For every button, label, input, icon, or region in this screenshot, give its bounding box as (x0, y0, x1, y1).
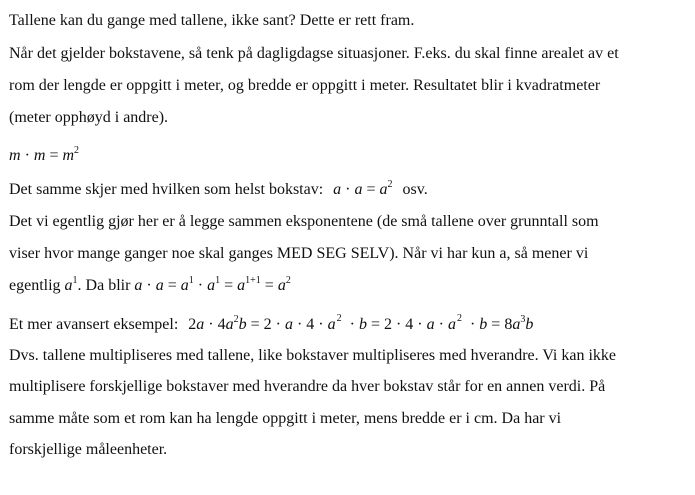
formula-a: a (207, 277, 216, 294)
formula-exp: 2 (74, 144, 80, 156)
line-eksempel-text: Et mer avansert eksempel: (9, 316, 179, 333)
formula-eq: = (49, 147, 59, 164)
line-1: Tallene kan du gange med tallene, ikke sant? Dette er rett fram. (9, 12, 415, 29)
formula-dot: · (345, 181, 351, 198)
line-3: rom der lengde er oppgitt i meter, og bredde er oppgitt i meter. Resultatet blir i kvadratmeter (9, 77, 601, 94)
formula-dot: · (24, 147, 30, 164)
formula-a3: a (379, 181, 388, 198)
formula-eq: = (370, 316, 380, 333)
line-samme-text: Det samme skjer med hvilken som helst bokstav: (9, 181, 324, 198)
formula-a: a (237, 277, 246, 294)
formula-base-a: m (9, 147, 21, 164)
formula-eq: = (250, 316, 260, 333)
formula-a: a (512, 316, 521, 333)
line-8: viser hvor mange ganger noe skal ganges MED SEG SELV). Når vi har kun a, så mener vi (9, 245, 589, 262)
formula-a: a (155, 277, 164, 294)
formula-num: 8 (504, 316, 513, 333)
formula-dot: · (349, 316, 355, 333)
formula-dot: · (275, 316, 281, 333)
formula-a: a (447, 316, 456, 333)
formula-eq: = (264, 277, 274, 294)
formula-a2: a (354, 181, 363, 198)
formula-dot: · (296, 316, 303, 333)
line-2: Når det gjelder bokstavene, så tenk på dagligdagse situasjoner. F.eks. du skal finne arealet av et (9, 45, 619, 62)
formula-eq: = (366, 181, 376, 198)
formula-dot: · (417, 316, 423, 333)
formula-dot: · (395, 316, 402, 333)
formula-num: 4 (405, 316, 414, 333)
line-samme (9, 180, 689, 200)
formula-eq: = (167, 277, 177, 294)
formula-exp: 2 (233, 313, 239, 325)
formula-a: a (284, 316, 293, 333)
line-13: samme måte som et rom kan ha lengde oppgitt i meter, mens bredde er i cm. Da har vi (9, 410, 562, 427)
formula-exp: 2 (285, 274, 291, 286)
formula-dot: · (208, 316, 214, 333)
formula-a: a (225, 316, 234, 333)
formula-a: a (196, 316, 205, 333)
line-egentlig (9, 276, 689, 296)
formula-exp: 2 (387, 178, 393, 190)
line-egentlig-mid: . Da blir (77, 277, 131, 294)
formula-exp: 1 (188, 274, 194, 286)
line-samme-osv: osv. (402, 181, 428, 198)
formula-a: a (64, 277, 73, 294)
formula-a1: a (333, 181, 342, 198)
line-12: multiplisere forskjellige bokstaver med hverandre da hver bokstav står for en annen verdi. På (9, 378, 606, 395)
formula-b: b (479, 316, 488, 333)
formula-num: 2 (188, 316, 197, 333)
line-eksempel: Et mer avansert eksempel: $2a \cdot 4a^2b = 2 \cdot a \cdot 4 \cdot a$ 2 · b = 2 · 4 · a · a 2 · $b = 8a^3b$ (9, 313, 534, 333)
formula-dot: · (146, 277, 152, 294)
formula-dot: · (469, 316, 476, 333)
formula-eq: = (491, 316, 501, 333)
line-14: forskjellige måleenheter. (9, 441, 168, 458)
formula-eq: = (224, 277, 234, 294)
formula-b: b (238, 316, 247, 333)
formula-num: 4 (217, 316, 226, 333)
line-7: Det vi egentlig gjør her er å legge sammen eksponentene (de små tallene over grunntall som (9, 213, 599, 230)
formula-dot: · (197, 277, 204, 294)
formula-dot: · (438, 316, 444, 333)
formula-num: 2 (263, 316, 272, 333)
formula-a: a (180, 277, 189, 294)
formula-exp: 3 (520, 313, 526, 325)
formula-b: b (525, 316, 534, 333)
formula-dot: · (318, 316, 324, 333)
line-egentlig-text: egentlig (9, 277, 61, 294)
formula-a: a (327, 316, 336, 333)
formula-a: a (277, 277, 286, 294)
formula-a: a (134, 277, 143, 294)
formula-a: a (426, 316, 435, 333)
formula-result: m (62, 147, 75, 164)
line-4: (meter opphøyd i andre). (9, 109, 169, 126)
formula-b: b (358, 316, 367, 333)
formula-exp: 1 (215, 274, 221, 286)
formula-num: 4 (306, 316, 315, 333)
formula-exp: 1 (72, 274, 78, 286)
formula-num: 2 (383, 316, 392, 333)
formula-base-b: m (33, 147, 46, 164)
line-11: Dvs. tallene multipliseres med tallene, like bokstaver multipliseres med hverandre. Vi kan ikke (9, 347, 617, 364)
formula-exp-sum: 1+1 (245, 274, 261, 286)
formula-m-squared (9, 146, 689, 166)
